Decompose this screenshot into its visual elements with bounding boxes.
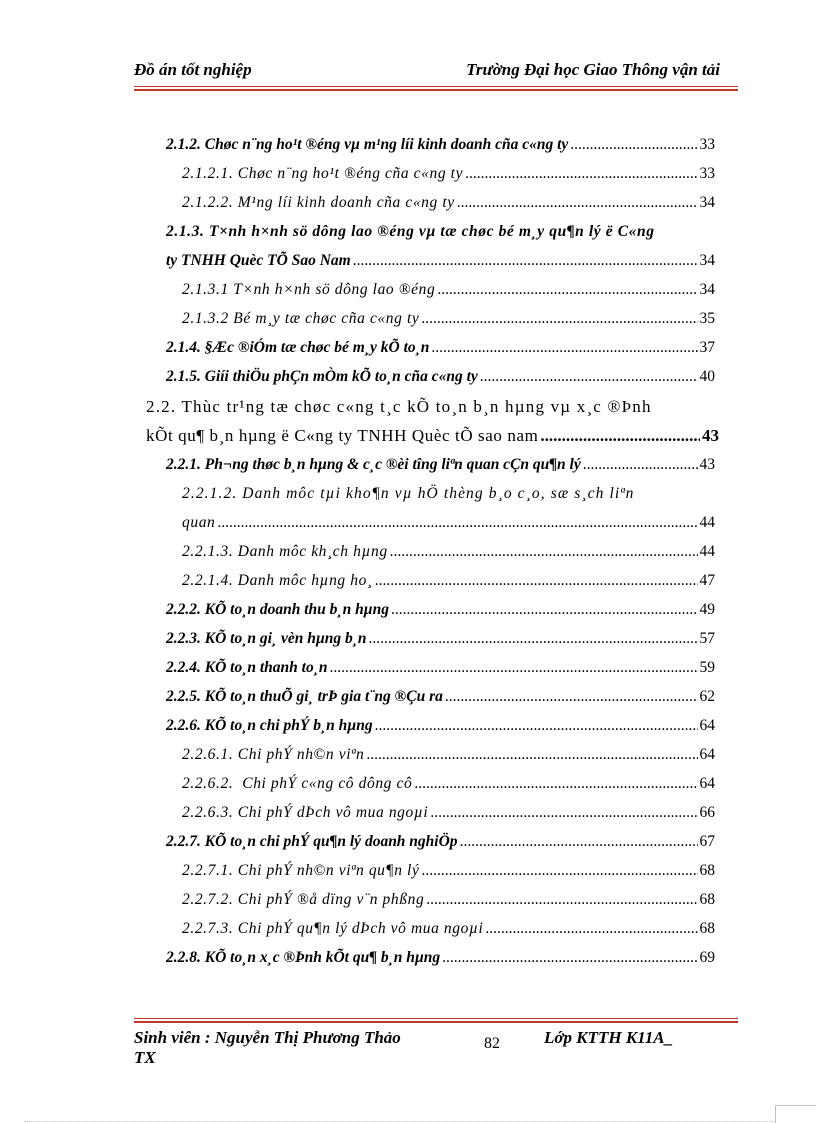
footer-student-name: Sinh viên : Nguyễn Thị Phương Thảo bbox=[134, 1028, 401, 1047]
toc-entry-title: 2.2.6.1. Chi phÝ nh©n viªn bbox=[182, 746, 365, 763]
toc-entry-title: 2.2.2. KÕ to¸n doanh thu b¸n hµng bbox=[166, 601, 389, 618]
toc-entry bbox=[166, 253, 715, 269]
toc-entry bbox=[182, 863, 715, 879]
footer-student bbox=[134, 1028, 401, 1068]
toc-entry-title: 2.2.1.4. Danh môc hµng ho¸ bbox=[182, 572, 373, 589]
toc-entry-page: 33 bbox=[699, 136, 715, 153]
toc-entry bbox=[182, 544, 715, 560]
toc-entry-page: 43 bbox=[702, 426, 719, 445]
toc-entry-page: 62 bbox=[699, 688, 715, 705]
toc-entry bbox=[182, 282, 715, 298]
page-corner-mark-vertical bbox=[775, 1105, 776, 1123]
toc-entry-title: 2.2.7.2. Chi phÝ ®å dïng v¨n phßng bbox=[182, 891, 425, 908]
toc-entry-page: 64 bbox=[699, 775, 715, 792]
toc-entry-page: 68 bbox=[699, 891, 715, 908]
toc-entry bbox=[166, 457, 715, 473]
header-rule-thick bbox=[134, 89, 738, 91]
toc-entry-title: 2.2.5. KÕ to¸n thuÕ gi¸ trÞ gia t¨ng ®Çu ra bbox=[166, 688, 443, 705]
toc-entry-title-line1: 2.1.3. T×nh h×nh sö dông lao ®éng vµ tæ chøc bé m¸y qu¶n lý ë C«ng bbox=[166, 223, 655, 240]
header-university: Trường Đại học Giao Thông vận tải bbox=[466, 60, 720, 79]
toc-entry-page: 68 bbox=[699, 920, 715, 937]
toc-entry bbox=[166, 340, 715, 356]
toc-entry bbox=[182, 921, 715, 937]
footer-student-cont: TX bbox=[134, 1048, 156, 1067]
toc-entry bbox=[166, 834, 715, 850]
toc-entry bbox=[146, 427, 719, 444]
toc-entry-page: 64 bbox=[699, 717, 715, 734]
toc-entry-title: 2.1.2. Chøc n¨ng ho¹t ®éng vµ m¹ng líi kinh doanh cña c«ng ty bbox=[166, 136, 569, 153]
toc-entry bbox=[182, 166, 715, 182]
toc-entry-title: 2.2.3. KÕ to¸n gi¸ vèn hµng b¸n bbox=[166, 630, 367, 647]
toc-entry-page: 44 bbox=[699, 543, 715, 560]
header-rule bbox=[134, 86, 738, 87]
toc-entry-title: 2.2.7. KÕ to¸n chi phÝ qu¶n lý doanh nghiÖp bbox=[166, 833, 458, 850]
toc-entry-page: 37 bbox=[699, 339, 715, 356]
toc-entry-page: 34 bbox=[699, 281, 715, 298]
toc-entry-title: 2.2.1. Ph¬ng thøc b¸n hµng & c¸c ®èi tîng liªn quan cÇn qu¶n lý bbox=[166, 456, 581, 473]
toc-entry-title: 2.2.1.3. Danh môc kh¸ch hµng bbox=[182, 543, 388, 560]
toc-entry bbox=[166, 369, 715, 385]
toc-entry bbox=[182, 515, 715, 531]
toc-entry-page: 57 bbox=[699, 630, 715, 647]
toc-entry bbox=[166, 631, 715, 647]
toc-entry-title: 2.2.6.3. Chi phÝ dÞch vô mua ngoµi bbox=[182, 804, 429, 821]
toc-entry-title: 2.2.8. KÕ to¸n x¸c ®Þnh kÕt qu¶ b¸n hµng bbox=[166, 949, 441, 966]
toc-entry-page: 49 bbox=[699, 601, 715, 618]
footer-rule bbox=[134, 1018, 738, 1019]
toc-entry-title-line1: 2.2.1.2. Danh môc tµi kho¶n vµ hÖ thèng b¸o c¸o, sæ s¸ch liªn bbox=[182, 485, 635, 502]
toc-entry-page: 67 bbox=[699, 833, 715, 850]
toc-entry-page: 64 bbox=[699, 746, 715, 763]
header-document-title: Đồ án tốt nghiệp bbox=[134, 60, 252, 79]
toc-entry bbox=[182, 311, 715, 327]
toc-entry bbox=[166, 602, 715, 618]
footer-rule-thick bbox=[134, 1021, 738, 1023]
toc-entry bbox=[182, 892, 715, 908]
toc-entry-title: 2.1.5. Giíi thiÖu phÇn mÒm kÕ to¸n cña c«ng ty bbox=[166, 368, 478, 385]
toc-entry-title: 2.2.6. KÕ to¸n chi phÝ b¸n hµng bbox=[166, 717, 373, 734]
toc-entry-page: 34 bbox=[699, 252, 715, 269]
toc-entry bbox=[166, 689, 715, 705]
page-number: 82 bbox=[484, 1035, 500, 1052]
toc-entry bbox=[166, 950, 715, 966]
toc-entry bbox=[182, 195, 715, 211]
toc-entry bbox=[182, 805, 715, 821]
toc-entry-page: 47 bbox=[699, 572, 715, 589]
toc-entry-title: 2.1.4. §Æc ®iÓm tæ chøc bé m¸y kÕ to¸n bbox=[166, 339, 430, 356]
toc-entry-page: 34 bbox=[699, 194, 715, 211]
toc-entry-title: 2.2.6.2. Chi phÝ c«ng cô dông cô bbox=[182, 775, 413, 792]
toc-entry-title: 2.2.4. KÕ to¸n thanh to¸n bbox=[166, 659, 328, 676]
page-corner-mark bbox=[776, 1105, 816, 1106]
toc-entry-title: 2.1.2.2. M¹ng líi kinh doanh cña c«ng ty bbox=[182, 194, 455, 211]
toc-entry bbox=[166, 137, 715, 153]
toc-section-title-line1: 2.2. Thùc tr¹ng tæ chøc c«ng t¸c kÕ to¸n b¸n hµng vµ x¸c ®Þnh bbox=[146, 397, 652, 416]
toc-entry-page: 33 bbox=[699, 165, 715, 182]
toc-entry-page: 35 bbox=[699, 310, 715, 327]
toc-entry-title: 2.2.7.3. Chi phÝ qu¶n lý dÞch vô mua ngoµi bbox=[182, 920, 484, 937]
toc-entry-title-line2: quan bbox=[182, 514, 216, 531]
toc-entry-page: 59 bbox=[699, 659, 715, 676]
toc-entry-page: 44 bbox=[699, 514, 715, 531]
page-bottom-dotted-line bbox=[24, 1121, 776, 1122]
toc-entry-title: 2.2.7.1. Chi phÝ nh©n viªn qu¶n lý bbox=[182, 862, 420, 879]
toc-entry-title: 2.1.3.1 T×nh h×nh sö dông lao ®éng bbox=[182, 281, 436, 298]
toc-entry-page: 68 bbox=[699, 862, 715, 879]
toc-entry-title: 2.1.3.2 Bé m¸y tæ chøc cña c«ng ty bbox=[182, 310, 420, 327]
toc-entry bbox=[182, 573, 715, 589]
toc-entry bbox=[166, 660, 715, 676]
toc-section-title-line2: kÕt qu¶ b¸n hµng ë C«ng ty TNHH Quèc tÕ sao nam bbox=[146, 426, 539, 445]
toc-entry bbox=[182, 776, 715, 792]
toc-entry bbox=[182, 747, 715, 763]
toc-entry-title: 2.1.2.1. Chøc n¨ng ho¹t ®éng cña c«ng ty bbox=[182, 165, 464, 182]
toc-entry-title-line2: ty TNHH Quèc TÕ Sao Nam bbox=[166, 252, 351, 269]
toc-entry-page: 43 bbox=[699, 456, 715, 473]
toc-entry-page: 69 bbox=[699, 949, 715, 966]
toc-entry bbox=[166, 718, 715, 734]
toc-entry-page: 66 bbox=[699, 804, 715, 821]
footer-class: Lớp KTTH K11A_ bbox=[544, 1028, 674, 1047]
toc-entry-page: 40 bbox=[699, 368, 715, 385]
